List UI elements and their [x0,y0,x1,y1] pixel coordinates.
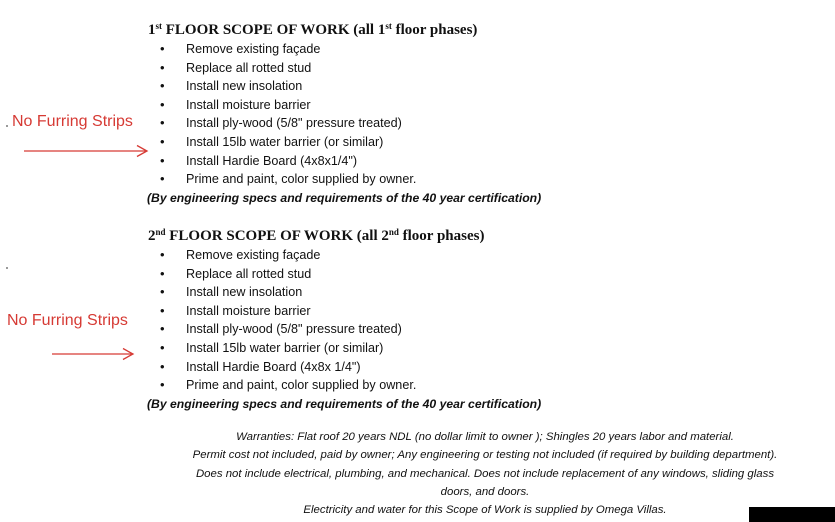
floor2-spec-note: (By engineering specs and requirements of the 40 year certification) [147,396,542,411]
red-arrow-icon [50,347,136,361]
list-item: • Install ply-wood (5/8" pressure treated) [148,114,788,133]
bullet-icon: • [160,152,165,168]
floor2-scope-section [148,227,788,414]
list-item: • Install moisture barrier [148,302,788,321]
list-item: • Install 15lb water barrier (or similar) [148,133,788,152]
bullet-icon: • [160,265,165,281]
list-item: • Install Hardie Board (4x8x1/4") [148,152,788,171]
bullet-icon: • [160,115,165,131]
bullet-icon: • [160,377,165,393]
bullet-icon: • [160,41,165,56]
warranty-line: Warranties: Flat roof 20 years NDL (no dollar limit to owner ); Shingles 20 years labor and material. [236,431,734,443]
list-item: • Install new insolation [148,283,788,302]
bullet-icon: • [160,284,165,300]
bullet-icon: • [160,96,165,112]
bullet-icon: • [160,78,165,94]
list-item: • Replace all rotted stud [148,265,788,284]
list-item: • Install moisture barrier [148,96,788,115]
bullet-icon: • [160,358,165,374]
list-item: • Install 15lb water barrier (or similar) [148,339,788,358]
list-item: • Remove existing façade [148,40,788,59]
floor2-heading: 2nd FLOOR SCOPE OF WORK (all 2nd floor phases) [148,227,485,244]
list-item: • Prime and paint, color supplied by owner. [148,170,788,189]
list-item: • Install new insolation [148,77,788,96]
exclusions-line-continued: doors, and doors. [440,485,530,498]
bullet-icon: • [160,247,165,262]
exclusions-line: Does not include electrical, plumbing, and mechanical. Does not include replacement of any windows, sliding glass [195,467,775,480]
floor1-scope-section [148,21,788,208]
list-item: • Replace all rotted stud [148,59,788,78]
bullet-icon: • [160,171,165,187]
permit-line: Permit cost not included, paid by owner; Any engineering or testing not included (if required by building department). [192,449,778,462]
utilities-line: Electricity and water for this Scope of Work is supplied by Omega Villas. [303,504,667,517]
bullet-icon: • [160,302,165,318]
scan-speck [6,267,8,269]
red-arrow-icon [22,144,150,158]
floor1-item-list [148,40,788,189]
terms-footer [140,428,830,519]
floor1-heading: 1st FLOOR SCOPE OF WORK (all 1st floor phases) [148,21,478,38]
list-item: • Install Hardie Board (4x8x 1/4") [148,358,788,377]
list-item: • Prime and paint, color supplied by owner. [148,376,788,395]
list-item: • Remove existing façade [148,246,788,265]
bullet-icon: • [160,133,165,149]
bullet-icon: • [160,59,165,75]
redaction-block [749,507,835,522]
scan-speck [6,125,8,127]
bullet-icon: • [160,339,165,355]
no-furring-strips-annotation-2: No Furring Strips [7,312,128,329]
floor2-item-list [148,246,788,395]
bullet-icon: • [160,321,165,337]
floor1-spec-note: (By engineering specs and requirements of the 40 year certification) [147,190,542,205]
list-item: • Install ply-wood (5/8" pressure treated) [148,320,788,339]
no-furring-strips-annotation-1: No Furring Strips [12,113,133,130]
